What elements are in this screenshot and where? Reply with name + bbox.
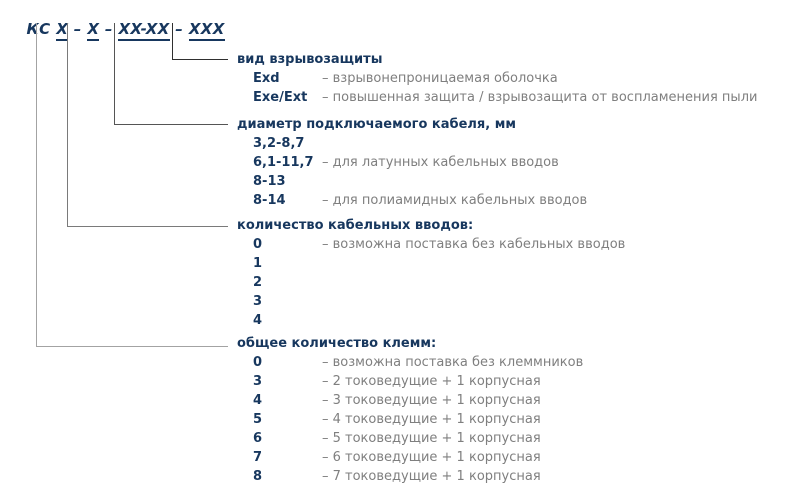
code-option-row xyxy=(237,235,797,254)
code-option-row xyxy=(237,191,797,210)
code-option-row xyxy=(237,69,797,88)
code-prefix: КС xyxy=(26,20,57,38)
option-value: 8 xyxy=(253,469,263,484)
option-value: 5 xyxy=(253,412,263,427)
option-value: 4 xyxy=(253,313,263,328)
code-option-row xyxy=(237,410,797,429)
code-option-row xyxy=(237,353,797,372)
option-description: – 3 токоведущие + 1 корпусная xyxy=(322,393,541,408)
option-value: Exd xyxy=(253,71,280,86)
option-value: 0 xyxy=(253,355,263,370)
option-value: 8-14 xyxy=(253,193,286,208)
section-terminal-count xyxy=(237,334,797,486)
option-description: – для полиамидных кабельных вводов xyxy=(322,193,588,208)
connector-line-protection xyxy=(172,23,228,60)
code-option-row xyxy=(237,372,797,391)
option-value: 3,2-8,7 xyxy=(253,136,305,151)
code-option-row xyxy=(237,153,797,172)
code-segment-diameter: XX-XX xyxy=(118,20,169,41)
code-separator: – xyxy=(99,20,119,38)
option-description: – 7 токоведущие + 1 корпусная xyxy=(322,469,541,484)
code-option-row xyxy=(237,254,797,273)
option-value: 3 xyxy=(253,374,263,389)
section-cable-entries xyxy=(237,216,797,330)
option-value: 7 xyxy=(253,450,263,465)
section-header: количество кабельных вводов: xyxy=(237,218,474,233)
code-segment-terminals: X xyxy=(56,20,68,41)
code-option-row xyxy=(237,391,797,410)
option-description: – возможна поставка без кабельных вводов xyxy=(322,237,626,252)
code-option-row xyxy=(237,292,797,311)
option-value: 1 xyxy=(253,256,263,271)
code-separator: – xyxy=(68,20,88,38)
section-cable-diameter xyxy=(237,115,797,210)
code-segment-protection: XXX xyxy=(189,20,225,41)
section-header: вид взрывозащиты xyxy=(237,52,383,67)
option-description: – 2 токоведущие + 1 корпусная xyxy=(322,374,541,389)
code-option-row xyxy=(237,429,797,448)
section-explosion-protection xyxy=(237,50,797,107)
option-value: Exe/Ext xyxy=(253,90,308,105)
option-value: 4 xyxy=(253,393,263,408)
code-option-row xyxy=(237,134,797,153)
option-description: – 5 токоведущие + 1 корпусная xyxy=(322,431,541,446)
option-value: 0 xyxy=(253,237,263,252)
code-option-row xyxy=(237,448,797,467)
option-description: – 4 токоведущие + 1 корпусная xyxy=(322,412,541,427)
option-description: – для латунных кабельных вводов xyxy=(322,155,559,170)
option-value: 8-13 xyxy=(253,174,286,189)
option-value: 2 xyxy=(253,275,263,290)
option-description: – 6 токоведущие + 1 корпусная xyxy=(322,450,541,465)
code-option-row xyxy=(237,172,797,191)
option-value: 6,1-11,7 xyxy=(253,155,314,170)
code-segment-entries: X xyxy=(87,20,99,41)
option-description: – повышенная защита / взрывозащита от воспламенения пыли xyxy=(322,90,758,105)
option-description: – взрывонепроницаемая оболочка xyxy=(322,71,558,86)
code-option-row xyxy=(237,311,797,330)
code-option-row xyxy=(237,88,797,107)
code-separator: – xyxy=(169,20,189,38)
code-option-row xyxy=(237,467,797,486)
option-value: 6 xyxy=(253,431,263,446)
option-description: – возможна поставка без клеммников xyxy=(322,355,584,370)
option-value: 3 xyxy=(253,294,263,309)
section-header: диаметр подключаемого кабеля, мм xyxy=(237,117,516,132)
code-option-row xyxy=(237,273,797,292)
section-header: общее количество клемм: xyxy=(237,336,437,351)
